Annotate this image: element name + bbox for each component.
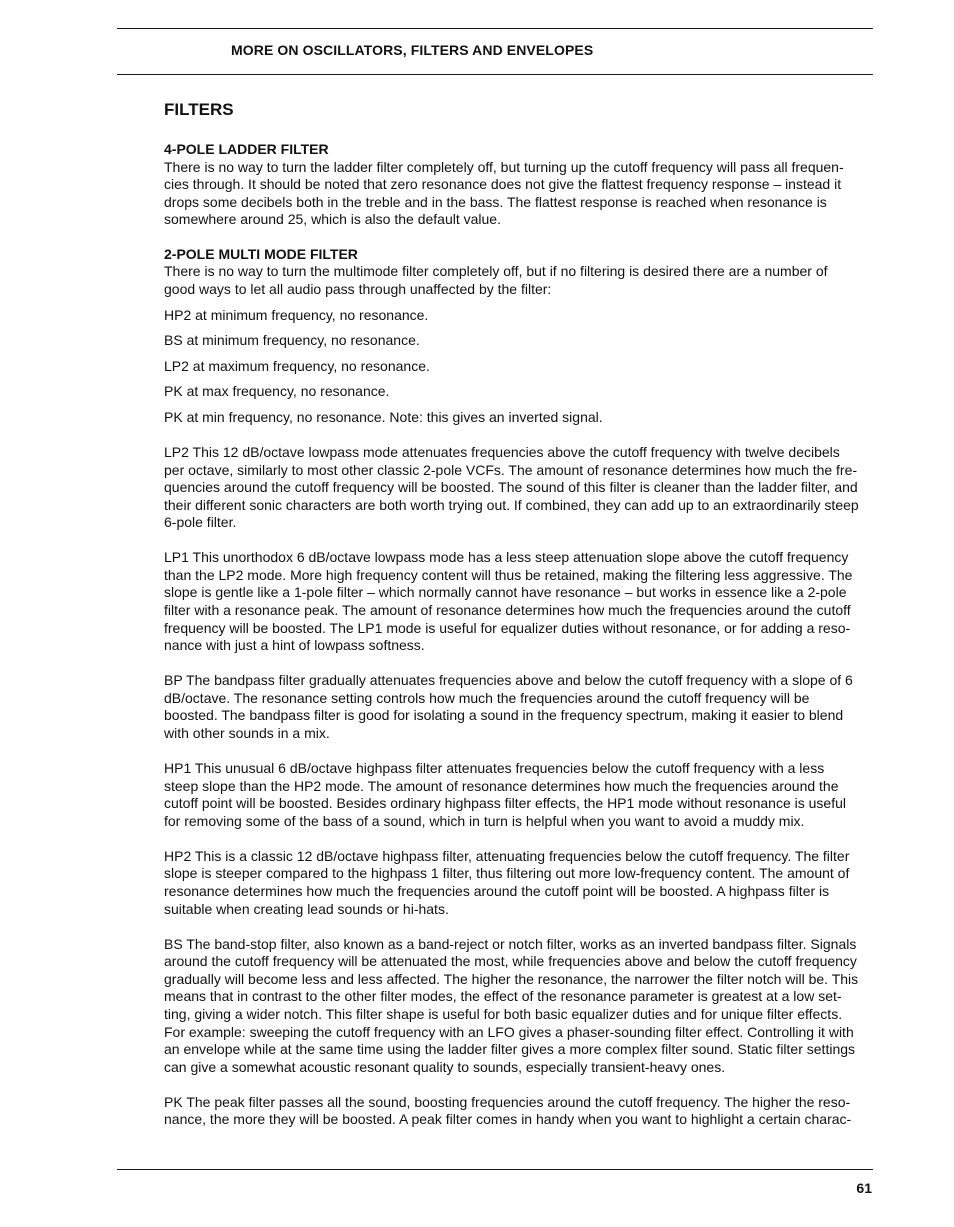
text-line: dB/octave. The resonance setting controls how much the frequencies around the cutoff frequency will be (164, 689, 810, 706)
text-line: an envelope while at the same time using the ladder filter gives a more complex filter sound. Static filter settings (164, 1041, 856, 1058)
text-line: drops some decibels both in the treble and in the bass. The flattest response is reached when resonance is (164, 193, 827, 210)
bypass-option: PK at min frequency, no resonance. Note: this gives an inverted signal. (164, 408, 603, 425)
header-rule-top (117, 28, 873, 29)
multimode-filter-heading: 2-POLE MULTI MODE FILTER (164, 245, 358, 262)
mode-paragraph-hp1 (164, 760, 873, 830)
multimode-intro-paragraph (164, 263, 873, 298)
text-line: for removing some of the bass of a sound, which in turn is helpful when you want to avoid a muddy mix. (164, 812, 805, 829)
text-line: There is no way to turn the multimode filter completely off, but if no filtering is desired there are a number of (164, 263, 828, 280)
text-line: HP1 This unusual 6 dB/octave highpass filter attenuates frequencies below the cutoff frequency with a less (164, 760, 825, 776)
text-line: gradually will become less and less affected. The higher the resonance, the narrower the filter notch will be. This (164, 970, 859, 987)
text-line: slope is steeper compared to the highpass 1 filter, thus filtering out more low-frequency content. The amount of (164, 865, 850, 882)
bypass-option: PK at max frequency, no resonance. (164, 383, 390, 400)
bypass-option: LP2 at maximum frequency, no resonance. (164, 357, 430, 374)
ladder-filter-heading: 4-POLE LADDER FILTER (164, 141, 329, 157)
text-line: per octave, similarly to most other classic 2-pole VCFs. The amount of resonance determines how much the fre- (164, 461, 858, 478)
text-line: with other sounds in a mix. (164, 725, 330, 742)
text-line: There is no way to turn the ladder filter completely off, but turning up the cutoff frequency will pass all frequen- (164, 158, 844, 175)
text-line: quencies around the cutoff frequency will be boosted. The sound of this filter is cleaner than the ladder filter, and (164, 479, 858, 496)
text-line: LP1 This unorthodox 6 dB/octave lowpass mode has a less steep attenuation slope above the cutoff frequency (164, 549, 849, 566)
text-line: cies through. It should be noted that zero resonance does not give the flattest frequency response – instead it (164, 176, 842, 193)
page-body (164, 99, 873, 1129)
text-line: resonance determines how much the frequencies around the cutoff point will be boosted. A highpass filter is (164, 882, 830, 899)
text-line: ting, giving a wider notch. This filter shape is useful for both basic equalizer duties and for unique filter effects. (164, 1005, 843, 1022)
text-line: nance, the more they will be boosted. A peak filter comes in handy when you want to highlight a certain charac- (164, 1111, 852, 1128)
text-line: suitable when creating lead sounds or hi-hats. (164, 900, 449, 917)
mode-paragraph-lp1 (164, 549, 873, 655)
mode-paragraph-hp2 (164, 848, 873, 918)
mode-paragraph-bp (164, 672, 873, 742)
bypass-option: HP2 at minimum frequency, no resonance. (164, 306, 429, 323)
text-line: filter with a resonance peak. The amount of resonance determines how much the frequencies around the cutoff (164, 602, 851, 619)
ladder-filter-paragraph (164, 159, 873, 229)
page-number: 61 (856, 1180, 872, 1196)
text-line: somewhere around 25, which is also the default value. (164, 211, 501, 228)
text-line: LP2 This 12 dB/octave lowpass mode attenuates frequencies above the cutoff frequency with twelve decibels (164, 443, 840, 460)
text-line: slope is gentle like a 1-pole filter – which normally cannot have resonance – but works in essence like a 2-pole (164, 584, 847, 601)
text-line: nance with just a hint of lowpass softness. (164, 637, 425, 654)
footer-rule (117, 1169, 873, 1170)
text-line: can give a somewhat acoustic resonant quality to sounds, especially transient-heavy ones. (164, 1058, 726, 1075)
text-line: their different sonic characters are both worth trying out. If combined, they can add up to an extraordinarily steep (164, 496, 859, 513)
text-line: 6-pole filter. (164, 514, 237, 531)
text-line: BP The bandpass filter gradually attenuates frequencies above and below the cutoff frequency with a slope of 6 (164, 672, 853, 689)
text-line: frequency will be boosted. The LP1 mode is useful for equalizer duties without resonance, or for adding a reso- (164, 619, 851, 636)
text-line: around the cutoff frequency will be attenuated the most, while frequencies above and below the cutoff frequency (164, 953, 857, 970)
header-rule-bottom (117, 74, 873, 75)
mode-paragraph-pk (164, 1094, 873, 1129)
section-title: FILTERS (164, 100, 234, 119)
multimode-filter-section (164, 246, 873, 427)
text-line: PK The peak filter passes all the sound, boosting frequencies around the cutoff frequency. The higher the reso- (164, 1093, 851, 1110)
text-line: cutoff point will be boosted. Besides ordinary highpass filter effects, the HP1 mode without resonance is useful (164, 795, 846, 812)
bypass-option: BS at minimum frequency, no resonance. (164, 332, 420, 349)
text-line: BS The band-stop filter, also known as a band-reject or notch filter, works as an inverted bandpass filter. Signals (164, 935, 857, 952)
text-line: good ways to let all audio pass through unaffected by the filter: (164, 280, 552, 297)
text-line: For example: sweeping the cutoff frequency with an LFO gives a phaser-sounding filter effect. Controlling it with (164, 1023, 854, 1040)
text-line: means that in contrast to the other filter modes, the effect of the resonance parameter is greatest at a low set- (164, 988, 842, 1005)
mode-paragraph-lp2 (164, 444, 873, 532)
text-line: HP2 This is a classic 12 dB/octave highpass filter, attenuating frequencies below the cutoff frequency. The filter (164, 847, 850, 864)
text-line: steep slope than the HP2 mode. The amount of resonance determines how much the frequencies around the (164, 777, 839, 794)
ladder-filter-section (164, 141, 873, 229)
text-line: boosted. The bandpass filter is good for isolating a sound in the frequency spectrum, making it easier to blend (164, 707, 844, 724)
running-header-title: MORE ON OSCILLATORS, FILTERS AND ENVELOPES (231, 42, 594, 58)
mode-paragraph-bs (164, 936, 873, 1077)
text-line: than the LP2 mode. More high frequency content will thus be retained, making the filtering less aggressive. The (164, 566, 853, 583)
